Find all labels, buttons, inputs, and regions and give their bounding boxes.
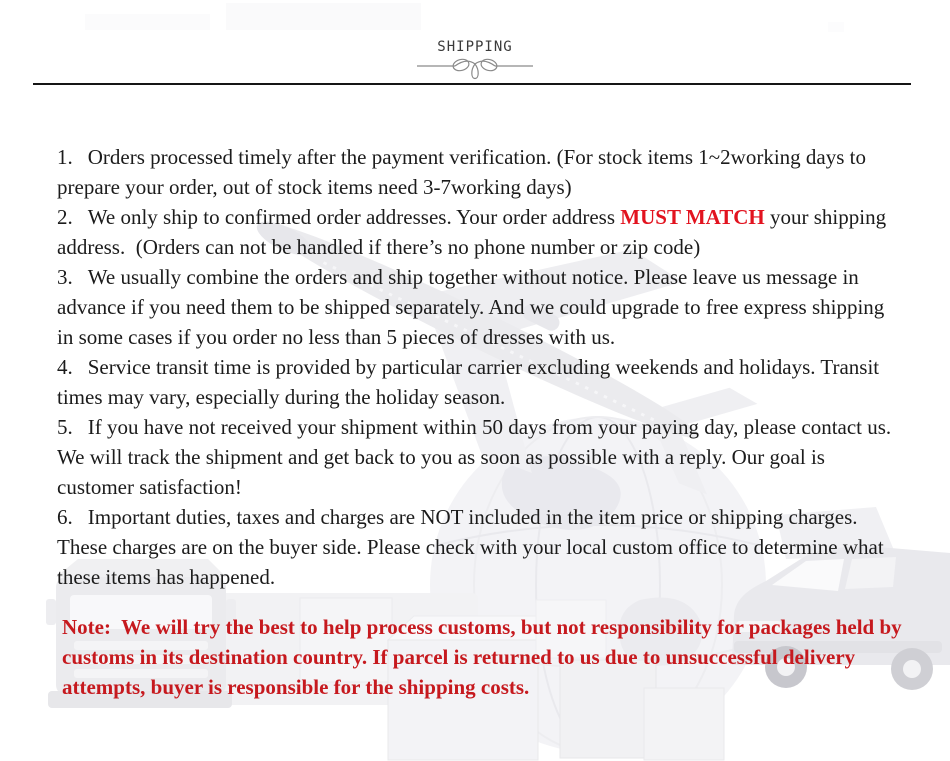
item-number: 2. xyxy=(57,205,73,229)
shipping-item xyxy=(57,502,905,592)
shipping-item xyxy=(57,412,905,502)
item-text-cont: your shipping address. (Orders can not be handled if there’s no phone number or zip code) xyxy=(57,205,892,259)
section-title: SHIPPING xyxy=(437,39,513,55)
item-text-highlight: MUST MATCH xyxy=(620,205,765,229)
shipping-item xyxy=(57,262,905,352)
customs-note: Note: We will try the best to help process customs, but not responsibility for packages held by customs in its destination country. If parcel is returned to us due to unsuccessful delivery attempts, buyer is responsible for the shipping costs. xyxy=(62,615,907,699)
item-text: Service transit time is provided by particular carrier excluding weekends and holidays. Transit times may vary, especially during the holiday season. xyxy=(57,355,885,409)
item-number: 1. xyxy=(57,145,73,169)
flourish-ornament-icon xyxy=(415,57,535,81)
section-header xyxy=(0,0,950,81)
item-number: 6. xyxy=(57,505,73,529)
item-text: Orders processed timely after the payment verification. (For stock items 1~2working days to prepare your order, out of stock items need 3-7working days) xyxy=(57,145,872,199)
item-number: 4. xyxy=(57,355,73,379)
shipping-policy-list xyxy=(57,142,905,702)
shipping-item xyxy=(57,202,905,262)
shipping-item xyxy=(57,352,905,412)
item-number: 5. xyxy=(57,415,73,439)
item-text: We only ship to confirmed order addresses. Your order address xyxy=(87,205,621,229)
item-text: We usually combine the orders and ship together without notice. Please leave us message in advance if you need them to be shipped separately. And we could upgrade to free express shipping in some cases if you order no less than 5 pieces of dresses with us. xyxy=(57,265,890,349)
item-number: 3. xyxy=(57,265,73,289)
item-text: Important duties, taxes and charges are NOT included in the item price or shipping charges. These charges are on the buyer side. Please check with your local custom office to determine what these items has happened. xyxy=(57,505,889,589)
item-text: If you have not received your shipment within 50 days from your paying day, please contact us. We will track the shipment and get back to you as soon as possible with a reply. Our goal is customer satisfaction! xyxy=(57,415,897,499)
shipping-item xyxy=(57,142,905,202)
header-divider-line xyxy=(33,83,911,85)
